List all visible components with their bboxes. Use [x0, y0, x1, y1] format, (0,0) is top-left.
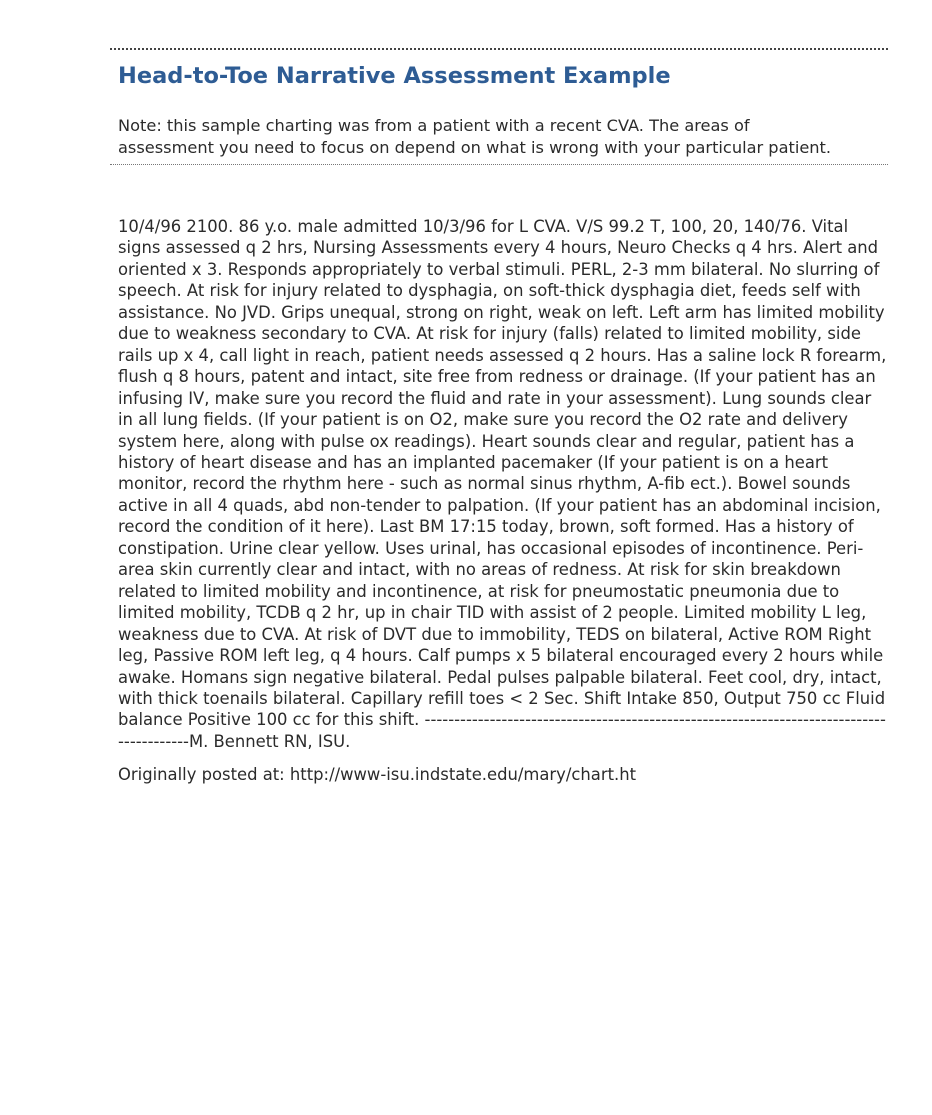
- note-divider: [110, 164, 888, 165]
- narrative-paragraph: 10/4/96 2100. 86 y.o. male admitted 10/3/96 for L CVA. V/S 99.2 T, 100, 20, 140/76. Vital signs assessed q 2 hrs, Nursing Assessments every 4 hours, Neuro Checks q 4 hrs. Alert and oriented x 3. Responds appropriately to verbal stimuli. PERL, 2-3 mm bilateral. No slurring of speech. At risk for injury related to dysphagia, on soft-thick dysphagia diet, feeds self with assistance. No JVD. Grips unequal, strong on right, weak on left. Left arm has limited mobility due to weakness secondary to CVA. At risk for injury (falls) related to limited mobility, side rails up x 4, call light in reach, patient needs assessed q 2 hours. Has a saline lock R forearm, flush q 8 hours, patent and intact, site free from redness or drainage. (If your patient has an infusing IV, make sure you record the fluid and rate in your assessment). Lung sounds clear in all lung fields. (If your patient is on O2, make sure you record the O2 rate and delivery system here, along with pulse ox readings). Heart sounds clear and regular, patient has a history of heart disease and has an implanted pacemaker (If your patient is on a heart monitor, record the rhythm here - such as normal sinus rhythm, A-fib ect.). Bowel sounds active in all 4 quads, abd non-tender to palpation. (If your patient has an abdominal incision, record the condition of it here). Last BM 17:15 today, brown, soft formed. Has a history of constipation. Urine clear yellow. Uses urinal, has occasional episodes of incontinence. Peri-area skin currently clear and intact, with no areas of redness. At risk for skin breakdown related to limited mobility and incontinence, at risk for pneumostatic pneumonia due to limited mobility, TCDB q 2 hr, up in chair TID with assist of 2 people. Limited mobility L leg, weakness due to CVA. At risk of DVT due to immobility, TEDS on bilateral, Active ROM Right leg, Passive ROM left leg, q 4 hours. Calf pumps x 5 bilateral encouraged every 2 hours while awake. Homans sign negative bilateral. Pedal pulses palpable bilateral. Feet cool, dry, intact, with thick toenails bilateral. Capillary refill toes < 2 Sec. Shift Intake 850, Output 750 cc Fluid balance Positive 100 cc for this shift. ------------------------------------------------------------------------------------------M. Bennett RN, ISU.: [118, 217, 887, 751]
- document-page: [110, 48, 888, 785]
- page-title: Head-to-Toe Narrative Assessment Example: [118, 63, 671, 89]
- top-divider: [110, 48, 888, 50]
- source-line: Originally posted at: http://www-isu.indstate.edu/mary/chart.ht: [118, 765, 637, 785]
- note-paragraph: Note: this sample charting was from a patient with a recent CVA. The areas of assessment you need to focus on depend on what is wrong with your particular patient.: [118, 116, 832, 157]
